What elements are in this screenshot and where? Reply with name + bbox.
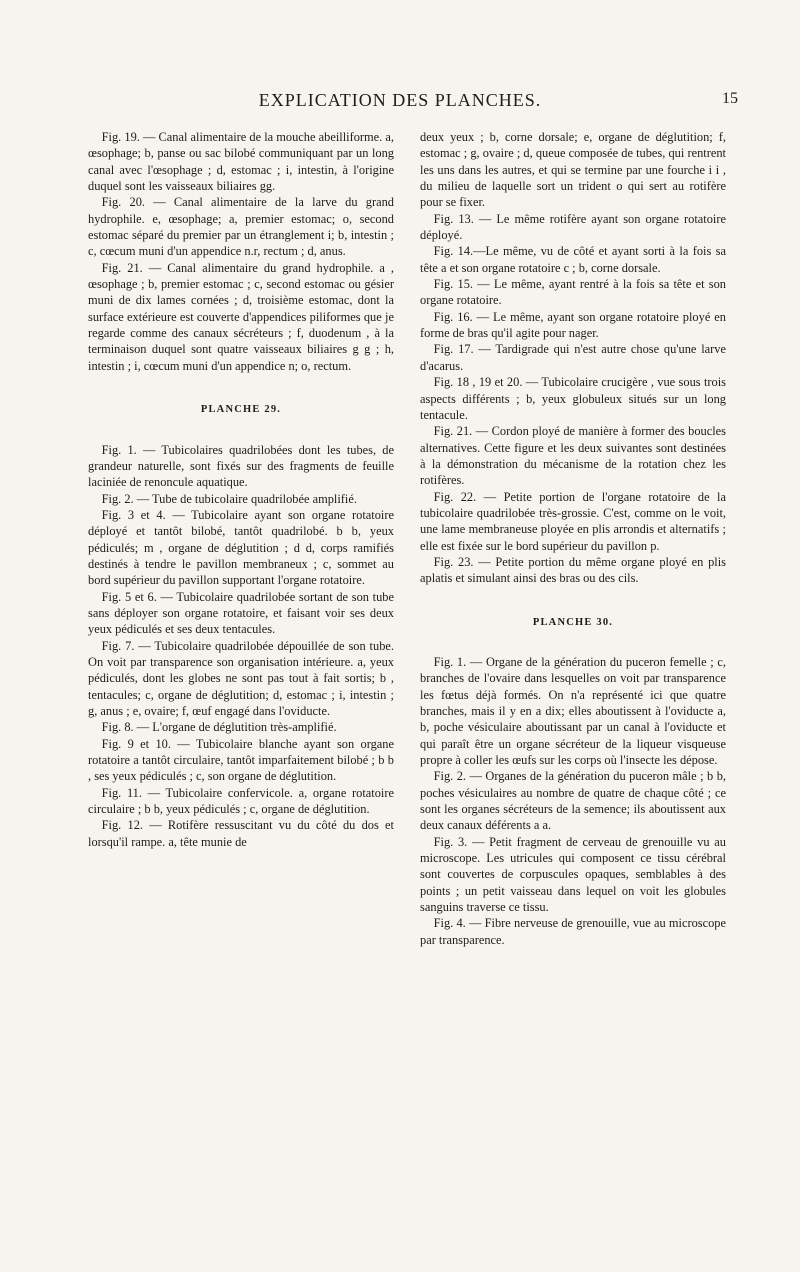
page-number: 15: [722, 90, 738, 107]
running-title: EXPLICATION DES PLANCHES.: [258, 90, 542, 110]
paragraph: Fig. 21. — Cordon ployé de manière à former des boucles alternatives. Cette figure et les deux suivantes sont destinées à la démonstration du mécanisme de la rotation chez les rotifères.: [420, 424, 726, 488]
paragraph: Fig. 16. — Le même, ayant son organe rotatoire ployé en forme de bras qu'il agite pour nager.: [420, 309, 726, 341]
paragraph: Fig. 22. — Petite portion de l'organe rotatoire de la tubicolaire quadrilobée très-grossie. C'est, comme on le voit, une lame membraneuse ployée en plis arrondis et alternatifs ; elle est fixée sur le bord supérieur du pavillon p.: [420, 489, 726, 553]
paragraph: Fig. 7. — Tubicolaire quadrilobée dépouillée de son tube. On voit par transparence son organisation intérieure. a, yeux pédiculés, dont les globes ne sont pas tout à fait sortis; b , tentacules; c, organe de déglutition; d, estomac ; i, intestin ; g, anus ; e, ovaire; f, œuf engagé dans l'oviducte.: [88, 638, 394, 718]
paragraph: Fig. 21. — Canal alimentaire du grand hydrophile. a , œsophage ; b, premier estomac ; c, second estomac ou gésier muni de dix lames cornées ; d, troisième estomac, dont la surface extérieure est couverte d'appendices piliformes que je regarde comme des canaux sécréteurs ; f, duodenum , à la terminaison duquel sont quatre vaisseaux biliaires g g ; h, intestin ; i, cœcum muni d'un appendice n; o, rectum.: [88, 260, 394, 373]
paragraph: Fig. 2. — Organes de la génération du puceron mâle ; b b, poches vésiculaires au nombre de quatre de chaque côté ; ce sont les organes sécréteurs de la semence; ils aboutissent aux deux canaux déférents a a.: [420, 769, 726, 833]
paragraph: Fig. 20. — Canal alimentaire de la larve du grand hydrophile. e, œsophage; a, premier estomac; o, second estomac séparé du premier par un étranglement i; b, intestin ; c, cœcum muni d'un appendice n.r, rectum ; d, anus.: [88, 195, 394, 259]
paragraph: Fig. 17. — Tardigrade qui n'est autre chose qu'une larve d'acarus.: [420, 342, 726, 373]
paragraph: Fig. 19. — Canal alimentaire de la mouche abeilliforme. a, œsophage; b, panse ou sac bilobé communiquant par un long canal avec l'œsophage ; d, estomac ; i, intestin, à l'origine duquel sont les vaisseaux biliaires gg.: [88, 130, 394, 194]
paragraph: Fig. 2. — Tube de tubicolaire quadrilobée amplifié.: [101, 491, 357, 506]
paragraph: Fig. 3. — Petit fragment de cerveau de grenouille vu au microscope. Les utricules qui composent ce tissu cérébral sont couvertes de corpuscules opaques, semblables à des points ; un petit vaisseau dans lequel on voit les globules sanguins traverse ce tissu.: [420, 834, 726, 915]
paragraph: Fig. 3 et 4. — Tubicolaire ayant son organe rotatoire déployé et tantôt bilobé, tantôt quadrilobé. b b, yeux pédiculés; m , organe de déglutition ; d d, corps ramifiés destinés à tendre le pavillon membraneux ; c, sommet au bord supérieur du pavillon supportant l'organe rotatoire.: [88, 507, 394, 588]
paragraph: Fig. 15. — Le même, ayant rentré à la fois sa tête et son organe rotatoire.: [420, 277, 726, 308]
paragraph: Fig. 13. — Le même rotifère ayant son organe rotatoire déployé.: [420, 211, 726, 243]
paragraph: Fig. 18 , 19 et 20. — Tubicolaire crucigère , vue sous trois aspects différents ; b, yeux globuleux situés sur un long tentacule.: [420, 375, 726, 422]
paragraph: Fig. 23. — Petite portion du même organe ployé en plis aplatis et simulant ainsi des bras ou des cils.: [420, 554, 726, 586]
left-column: [88, 129, 394, 850]
paragraph: Fig. 12. — Rotifère ressuscitant vu du côté du dos et lorsqu'il rampe. a, tête munie de: [88, 818, 394, 849]
right-column: [420, 129, 726, 948]
paragraph: Fig. 5 et 6. — Tubicolaire quadrilobée sortant de son tube sans déployer son organe rotatoire, et faisant voir ses deux yeux pédiculés et ses deux tentacules.: [88, 589, 394, 637]
paragraph: Fig. 4. — Fibre nerveuse de grenouille, vue au microscope par transparence.: [420, 916, 726, 947]
paragraph: Fig. 8. — L'organe de déglutition très-amplifié.: [101, 720, 337, 735]
plate-heading: PLANCHE 29.: [200, 404, 282, 416]
paragraph: Fig. 11. — Tubicolaire confervicole. a, organe rotatoire circulaire ; b b, yeux pédiculés ; c, organe de déglutition.: [88, 785, 394, 817]
paragraph: Fig. 9 et 10. — Tubicolaire blanche ayant son organe rotatoire a tantôt circulaire, tantôt imparfaitement bilobé ; b b , ses yeux pédiculés ; c, son organe de déglutition.: [88, 736, 394, 784]
paragraph: Fig. 1. — Organe de la génération du puceron femelle ; c, branches de l'ovaire dans lesquelles on voit par transparence les fœtus déjà formés. On n'a représenté ici que quatre branches, mais il y en a dix; elles aboutissent à l'oviducte a, b, poche vésiculaire aboutissant par un canal à l'oviducte et qui paraît être un organe sécréteur de la liqueur visqueuse propre à coller les œufs sur les corps où l'insecte les dépose.: [420, 654, 726, 768]
paragraph: Fig. 14.—Le même, vu de côté et ayant sorti à la fois sa tête a et son organe rotatoire c ; b, corne dorsale.: [420, 244, 726, 275]
paragraph: deux yeux ; b, corne dorsale; e, organe de déglutition; f, estomac ; g, ovaire ; d, queue composée de tubes, qui rentrent les uns dans les autres, et qui se termine par une fourche i i , du milieu de laquelle sort un trident o qui sert au rotifère pour se fixer.: [420, 130, 726, 210]
paragraph: Fig. 1. — Tubicolaires quadrilobées dont les tubes, de grandeur naturelle, sont fixés sur des fragments de feuille laciniée de renoncule aquatique.: [88, 442, 394, 490]
plate-heading: PLANCHE 30.: [532, 616, 614, 628]
